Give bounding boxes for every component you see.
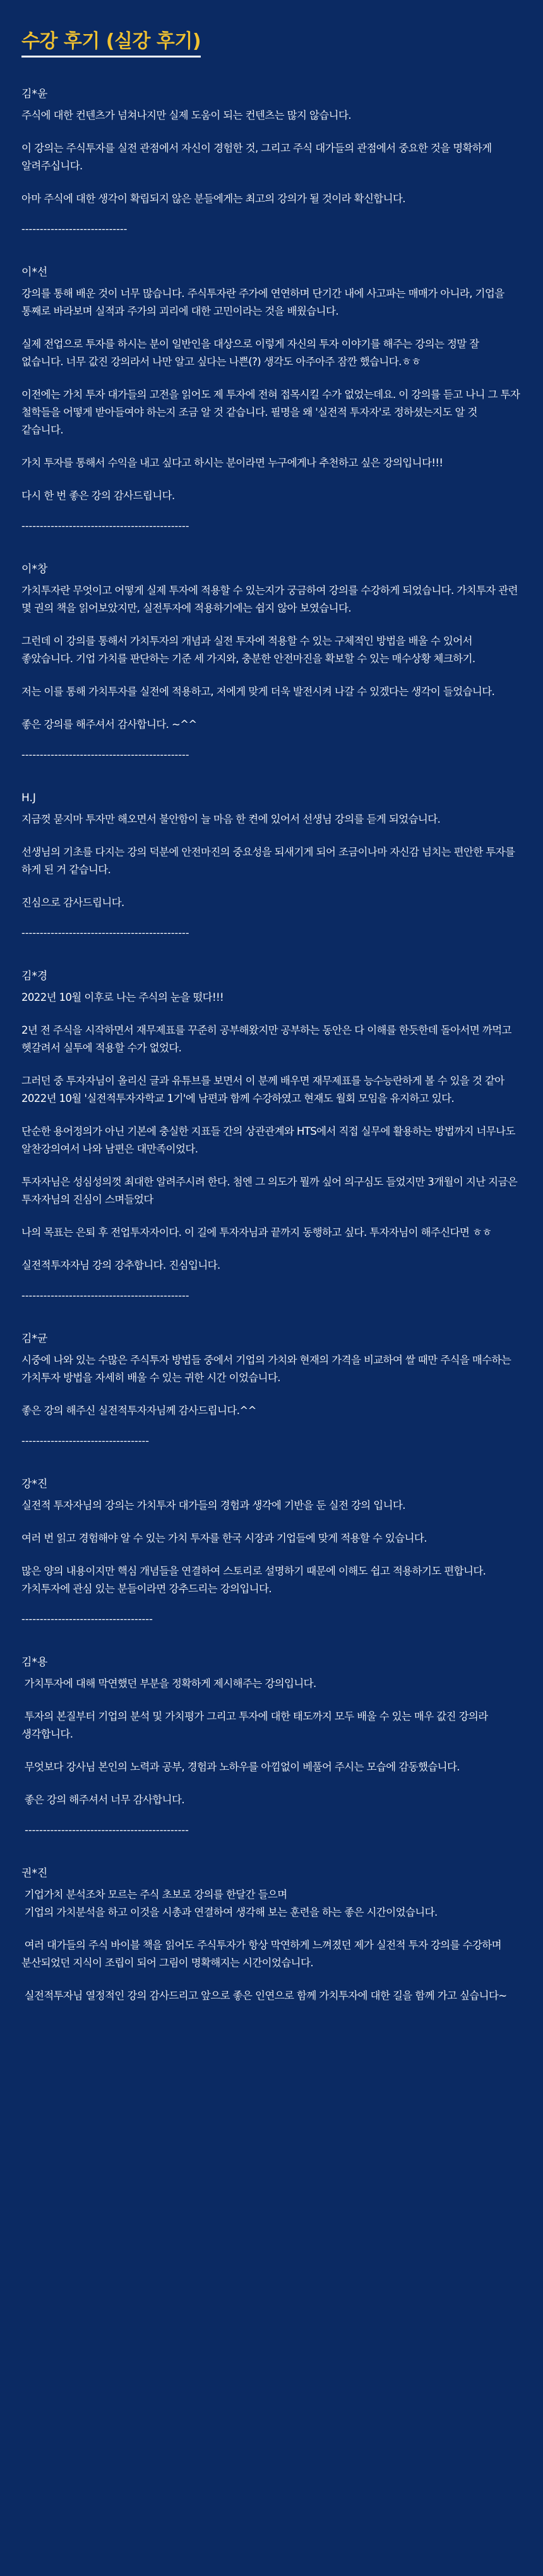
review-item <box>21 1330 522 1448</box>
review-author: 김*경 <box>21 970 48 983</box>
review-paragraph: 다시 한 번 좋은 강의 감사드립니다. <box>21 490 175 502</box>
page-title: 수강 후기 (실강 후기) <box>21 25 201 57</box>
review-paragraph: 실전적투자님 열정적인 강의 감사드리고 앞으로 좋은 인연으로 함께 가치투자에 대한 길을 함께 가고 싶습니다~ <box>21 1990 507 2002</box>
review-paragraph: 주식에 대한 컨텐츠가 넘쳐나지만 실제 도움이 되는 컨텐츠는 많지 않습니다. <box>21 109 351 121</box>
review-paragraph: 아마 주식에 대한 생각이 확립되지 않은 분들에게는 최고의 강의가 될 것이라 확신합니다. <box>21 193 405 205</box>
review-list <box>21 85 522 2005</box>
review-item <box>21 789 522 940</box>
review-paragraph: 가치투자에 대해 막연했던 부분을 정확하게 제시해주는 강의입니다. <box>21 1678 316 1690</box>
review-paragraph: 실전적투자자님 강의 강추합니다. 진심입니다. <box>21 1259 220 1271</box>
review-author: 강*진 <box>21 1478 48 1491</box>
review-paragraph: 그러던 중 투자자님이 올리신 글과 유튜브를 보면서 이 분께 배우면 재무제표를 능수능란하게 볼 수 있을 것 같아 2022년 10월 '실전적투자자학교 1기'에 남편과 함께 수강하였고 현재도 월회 모임을 유지하고 있다. <box>21 1075 508 1104</box>
review-separator: ----------------------------- <box>21 223 128 235</box>
review-author: 이*선 <box>21 266 48 279</box>
review-separator: ---------------------------------------------- <box>21 927 189 939</box>
review-separator: ------------------------------------ <box>21 1613 153 1625</box>
review-separator: ---------------------------------------------- <box>21 749 189 761</box>
review-item <box>21 263 522 533</box>
review-author: 김*윤 <box>21 88 48 100</box>
review-paragraph: 진심으로 감사드립니다. <box>21 897 124 909</box>
review-author: 김*균 <box>21 1333 48 1345</box>
review-item <box>21 1654 522 1837</box>
review-paragraph: 여러 번 읽고 경험해야 알 수 있는 가치 투자를 한국 시장과 기업들에 맞게 적용할 수 있습니다. <box>21 1532 427 1544</box>
review-paragraph: 시중에 나와 있는 수많은 주식투자 방법들 중에서 기업의 가치와 현재의 가격을 비교하여 쌀 때만 주식을 매수하는 가치투자 방법을 자세히 배울 수 있는 귀한 시간 이었습니다. <box>21 1354 514 1384</box>
review-separator: ---------------------------------------------- <box>21 520 189 532</box>
review-item <box>21 85 522 236</box>
review-separator: ----------------------------------- <box>21 1435 150 1447</box>
review-paragraph: 나의 목표는 은퇴 후 전업투자자이다. 이 길에 투자자님과 끝까지 동행하고 싶다. 투자자님이 해주신다면 ㅎㅎ <box>21 1226 492 1238</box>
review-author: 김*용 <box>21 1656 48 1669</box>
review-paragraph: 무엇보다 강사님 본인의 노력과 공부, 경험과 노하우를 아낌없이 베풀어 주시는 모습에 감동했습니다. <box>21 1761 460 1773</box>
review-paragraph: 그런데 이 강의를 통해서 가치투자의 개념과 실전 투자에 적용할 수 있는 구체적인 방법을 배울 수 있어서 좋았습니다. 기업 가치를 판단하는 기준 세 가지와, 충분한 안전마진을 확보할 수 있는 매수상황 체크하기. <box>21 635 475 665</box>
review-paragraph: 단순한 용어정의가 아닌 기본에 충실한 지표들 간의 상관관계와 HTS에서 직접 실무에 활용하는 방법까지 너무나도 알찬강의여서 나와 남편은 대만족이었다. <box>21 1125 518 1155</box>
review-paragraph: 이전에는 가치 투자 대가들의 고전을 읽어도 제 투자에 전혀 접목시킬 수가 없었는데요. 이 강의를 듣고 나니 그 투자 철학들을 어떻게 받아들여야 하는지 조금 알 것 같습니다. 필명을 왜 '실전적 투자자'로 정하셨는지도 알 것 같습니다. <box>21 389 523 436</box>
review-paragraph: 이 강의는 주식투자를 실전 관점에서 자신이 경험한 것, 그리고 주식 대가들의 관점에서 중요한 것을 명확하게 알려주십니다. <box>21 142 495 172</box>
review-author: H.J <box>21 792 36 804</box>
review-paragraph: 좋은 강의 해주신 실전적투자자님께 감사드립니다.^^ <box>21 1405 256 1417</box>
review-paragraph: 실제 전업으로 투자를 하시는 분이 일반인을 대상으로 이렇게 자신의 투자 이야기를 해주는 강의는 정말 잘 없습니다. 너무 값진 강의라서 나만 알고 싶다는 나쁜(?) 생각도 아주아주 잠깐 했습니다.ㅎㅎ <box>21 338 482 368</box>
review-paragraph: 좋은 강의를 해주셔서 감사합니다. ~^^ <box>21 718 197 730</box>
review-paragraph: 2년 전 주식을 시작하면서 재무제표를 꾸준히 공부해왔지만 공부하는 동안은 다 이해를 한듯한데 돌아서면 까먹고 헷갈려서 실투에 적용할 수가 없었다. <box>21 1024 515 1054</box>
review-paragraph: 2022년 10월 이후로 나는 주식의 눈을 떴다!!! <box>21 991 224 1003</box>
review-paragraph: 지금껏 묻지마 투자만 해오면서 불안함이 늘 마음 한 켠에 있어서 선생님 강의를 듣게 되었습니다. <box>21 813 441 825</box>
review-paragraph: 강의를 통해 배운 것이 너무 많습니다. 주식투자란 주가에 연연하며 단기간 내에 사고파는 매매가 아니라, 기업을 통째로 바라보며 실적과 주가의 괴리에 대한 고민이라는 것을 배웠습니다. <box>21 287 508 317</box>
review-paragraph: 선생님의 기초를 다지는 강의 덕분에 안전마진의 중요성을 되새기게 되어 조금이나마 자신감 넘치는 편안한 투자를 하게 된 거 같습니다. <box>21 846 518 876</box>
review-paragraph: 실전적 투자자님의 강의는 가치투자 대가들의 경험과 생각에 기반을 둔 실전 강의 입니다. <box>21 1499 405 1511</box>
review-paragraph: 기업가치 분석조차 모르는 주식 초보로 강의를 한달간 들으며 기업의 가치분석을 하고 이것을 시총과 연결하여 생각해 보는 훈련을 하는 좋은 시간이었습니다. <box>24 1889 438 1918</box>
review-paragraph: 좋은 강의 해주셔서 너무 감사합니다. <box>21 1794 184 1806</box>
review-paragraph: 투자자님은 성심성의껏 최대한 알려주시려 한다. 첨엔 그 의도가 뭘까 싶어 의구심도 들었지만 3개월이 지난 지금은 투자자님의 진심이 스며들었다 <box>21 1176 520 1206</box>
review-item <box>21 560 522 761</box>
review-paragraph: 여러 대가들의 주식 바이블 책을 읽어도 주식투자가 항상 막연하게 느껴졌던 제가 실전적 투자 강의를 수강하며 분산되었던 지식이 조립이 되어 그림이 명확해지는 시간이었습니다. <box>21 1939 504 1969</box>
review-item <box>21 1475 522 1626</box>
review-paragraph: 투자의 본질부터 기업의 분석 및 가치평가 그리고 투자에 대한 태도까지 모두 배울 수 있는 매우 값진 강의라 생각합니다. <box>21 1710 491 1740</box>
review-paragraph: 가치 투자를 통해서 수익을 내고 싶다고 하시는 분이라면 누구에게나 추천하고 싶은 강의입니다!!! <box>21 457 443 469</box>
review-item <box>21 1865 522 2005</box>
review-paragraph: 많은 양의 내용이지만 핵심 개념들을 연결하여 스토리로 설명하기 때문에 이해도 쉽고 적용하기도 편합니다. 가치투자에 관심 있는 분들이라면 강추드리는 강의입니다. <box>21 1565 489 1595</box>
review-separator: --------------------------------------------- <box>21 1824 189 1836</box>
review-item <box>21 967 522 1302</box>
review-separator: ---------------------------------------------- <box>21 1290 189 1302</box>
review-author: 권*진 <box>21 1867 48 1880</box>
review-author: 이*창 <box>21 563 48 576</box>
review-paragraph: 저는 이를 통해 가치투자를 실전에 적용하고, 저에게 맞게 더욱 발전시켜 나갈 수 있겠다는 생각이 들었습니다. <box>21 686 495 698</box>
review-paragraph: 가치투자란 무엇이고 어떻게 실제 투자에 적용할 수 있는지가 궁금하여 강의를 수강하게 되었습니다. 가치투자 관련 몇 권의 책을 읽어보았지만, 실전투자에 적용하기에는 쉽지 않아 보였습니다. <box>21 584 521 614</box>
